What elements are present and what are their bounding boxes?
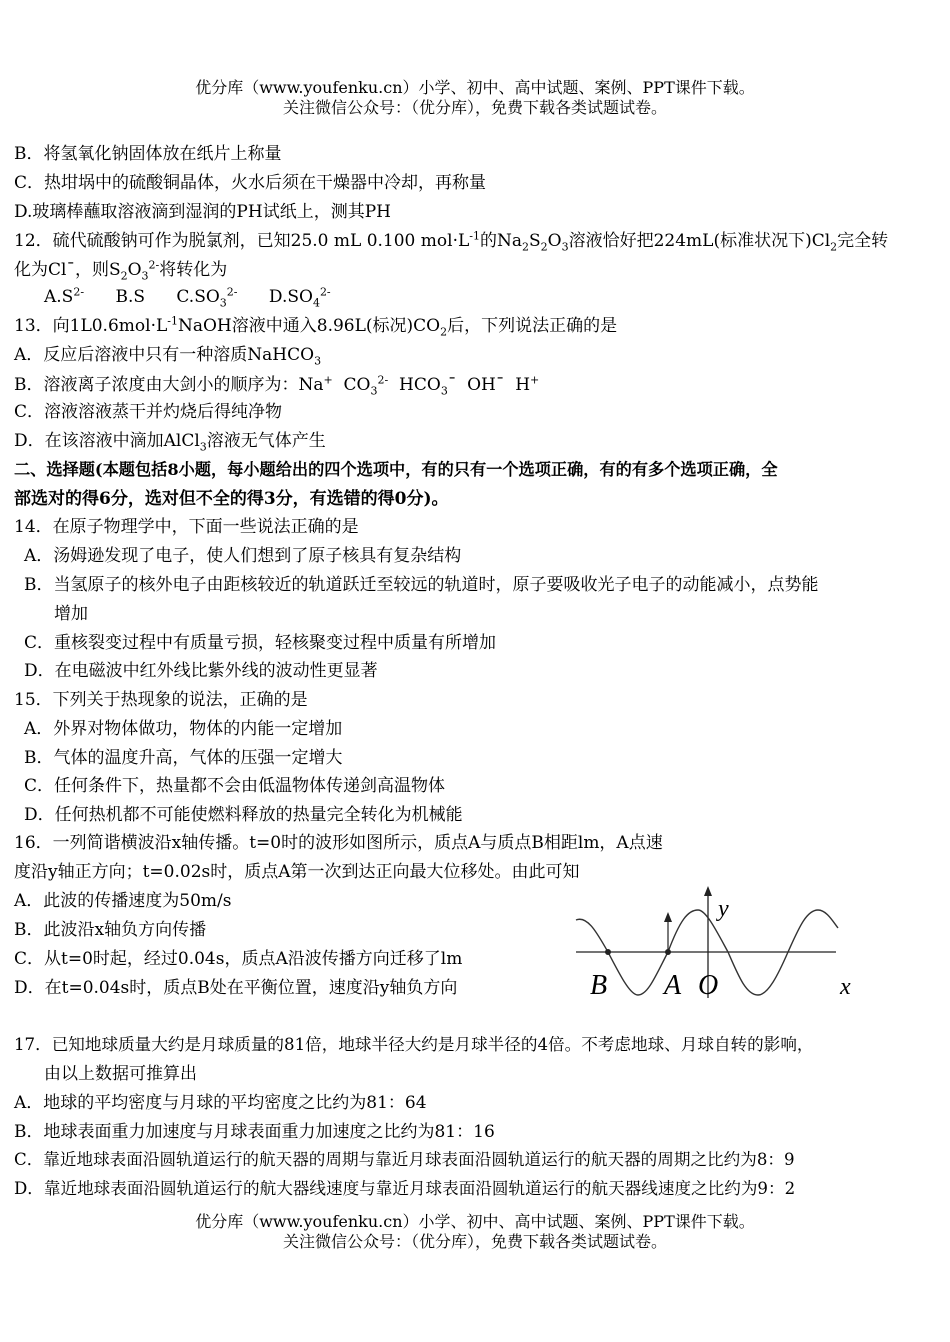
q17-option-b: B．地球表面重力加速度与月球表面重力加速度之比约为81：16 [14,1122,495,1142]
x-label: x [840,974,851,1000]
section2-heading-line1: 二、选择题(本题包括8小题，每小题给出的四个选项中，有的只有一个选项正确，有的有多个选项正确，全 [14,460,778,479]
q16-option-c: C．从t=0时起，经过0.04s，质点A沿波传播方向迁移了lm [14,949,463,969]
q17-stem-line1: 17．已知地球质量大约是月球质量的81倍，地球半径大约是月球半径的4倍。不考虑地球、月球自转的影响， [14,1035,814,1054]
q13-option-b: B．溶液离子浓度由大剑小的顺序为：Na+ $CO_3^{2-}$ $HCO_3¯$ OH¯ H+ [14,373,540,398]
q14-option-b-cont: 增加 [54,604,88,624]
b-label: B [590,970,608,1001]
page-footer-line2: 关注微信公众号：（优分库），免费下载各类试题试卷。 [282,1232,667,1251]
q17-option-d: D．靠近地球表面沿圆轨道运行的航大器线速度与靠近月球表面沿圆轨道运行的航天器线速度之比约为9：2 [14,1179,796,1198]
q16-option-a: A．此波的传播速度为50m/s [14,891,232,911]
q15-option-b: B．气体的温度升高，气体的压强一定增大 [24,748,343,768]
q14-option-c: C．重核裂变过程中有质量亏损，轻核聚变过程中质量有所增加 [24,633,497,653]
velocity-arrow-icon [664,912,672,922]
q12-option-d: $D.SO_4^{2-}$ [268,285,331,310]
q15-option-c: C．任何条件下，热量都不会由低温物体传递剑高温物体 [24,776,446,796]
wave-figure [568,880,868,1005]
q12-stem-line1: 12．硫代硫酸钠可作为脱氯剂，已知25.0 mL 0.100 $mol\cdot L^{-1}$的$Na_2S_2O_3$溶液恰好把224mL(标准状况下)$Cl_2$完全转 [14,229,889,254]
q14-stem: 14．在原子物理学中，下面一些说法正确的是 [14,517,359,537]
q17-stem-line2: 由以上数据可推算出 [44,1064,197,1084]
q13-option-a: A．反应后溶液中只有一种溶质NaHCO$_3$ [14,345,322,368]
y-axis-arrow-icon [704,886,712,896]
q16-stem-line2: 度沿y轴正方向；t=0.02s时，质点A第一次到达正向最大位移处。由此可知 [14,862,580,882]
q14-option-d: D．在电磁波中红外线比紫外线的波动性更显著 [24,661,378,681]
q14-option-a: A．汤姆逊发现了电子，使人们想到了原子核具有复杂结构 [24,546,462,566]
q12-options [44,286,357,308]
q17-option-c: C．靠近地球表面沿圆轨道运行的航天器的周期与靠近月球表面沿圆轨道运行的航天器的周期之比约为8：9 [14,1150,795,1169]
q11-option-b: B．将氢氧化钠固体放在纸片上称量 [14,144,282,164]
q14-option-b: B．当氢原子的核外电子由距核较近的轨道跃迁至较远的轨道时，原子要吸收光子电子的动能减小，点势能 [24,575,819,595]
q16-option-b: B．此波沿x轴负方向传播 [14,920,207,940]
page-footer-line1: 优分库（www.youfenku.cn）小学、初中、高中试题、案例、PPT课件下载。 [195,1212,755,1231]
a-label: A [664,970,682,1001]
q13-option-d: D．在该溶液中滴加AlCl$_3$溶液无气体产生 [14,431,326,454]
q13-option-c: C．溶液溶液蒸干并灼烧后得纯净物 [14,402,283,422]
q12-option-c: $C.SO_3^{2-}$ [176,285,238,310]
y-label: y [718,896,729,922]
q16-stem-line1: 16．一列简谐横波沿x轴传播。t=0时的波形如图所示，质点A与质点B相距lm，A点速 [14,833,663,853]
section2-heading-line2: 部选对的得6分，选对但不全的得3分，有选错的得0分)。 [14,489,449,509]
page-header-line2: 关注微信公众号：（优分库），免费下载各类试题试卷。 [282,98,667,117]
q11-option-c: C．热坩埚中的硫酸铜晶体，火水后须在干燥器中冷却，再称量 [14,173,487,193]
q16-option-d: D．在t=0.04s时，质点B处在平衡位置，速度沿y轴负方向 [14,978,458,998]
page-header-line1: 优分库（www.youfenku.cn）小学、初中、高中试题、案例、PPT课件下载。 [195,78,755,97]
q12-stem-line2: 化为Cl¯，则$S_2O_3^{2-}$将转化为 [14,258,228,283]
point-b-dot [605,949,611,955]
q12-option-a: $A.S^{2-}$ [44,285,85,307]
q15-option-a: A．外界对物体做功，物体的内能一定增加 [24,719,343,739]
q11-option-d: D.玻璃棒蘸取溶液滴到湿润的PH试纸上，测其PH [14,202,391,222]
q13-stem: 13．向$1L0.6mol\cdot L^{-1}NaOH$溶液中通入8.96L(标况)$CO_2$后，下列说法正确的是 [14,314,618,339]
q12-option-b: B.S [115,287,145,307]
q15-option-d: D．任何热机都不可能使燃料释放的热量完全转化为机械能 [24,805,463,825]
o-label: O [698,970,719,1001]
q17-option-a: A．地球的平均密度与月球的平均密度之比约为81：64 [14,1093,427,1113]
q15-stem: 15．下列关于热现象的说法，正确的是 [14,690,308,710]
